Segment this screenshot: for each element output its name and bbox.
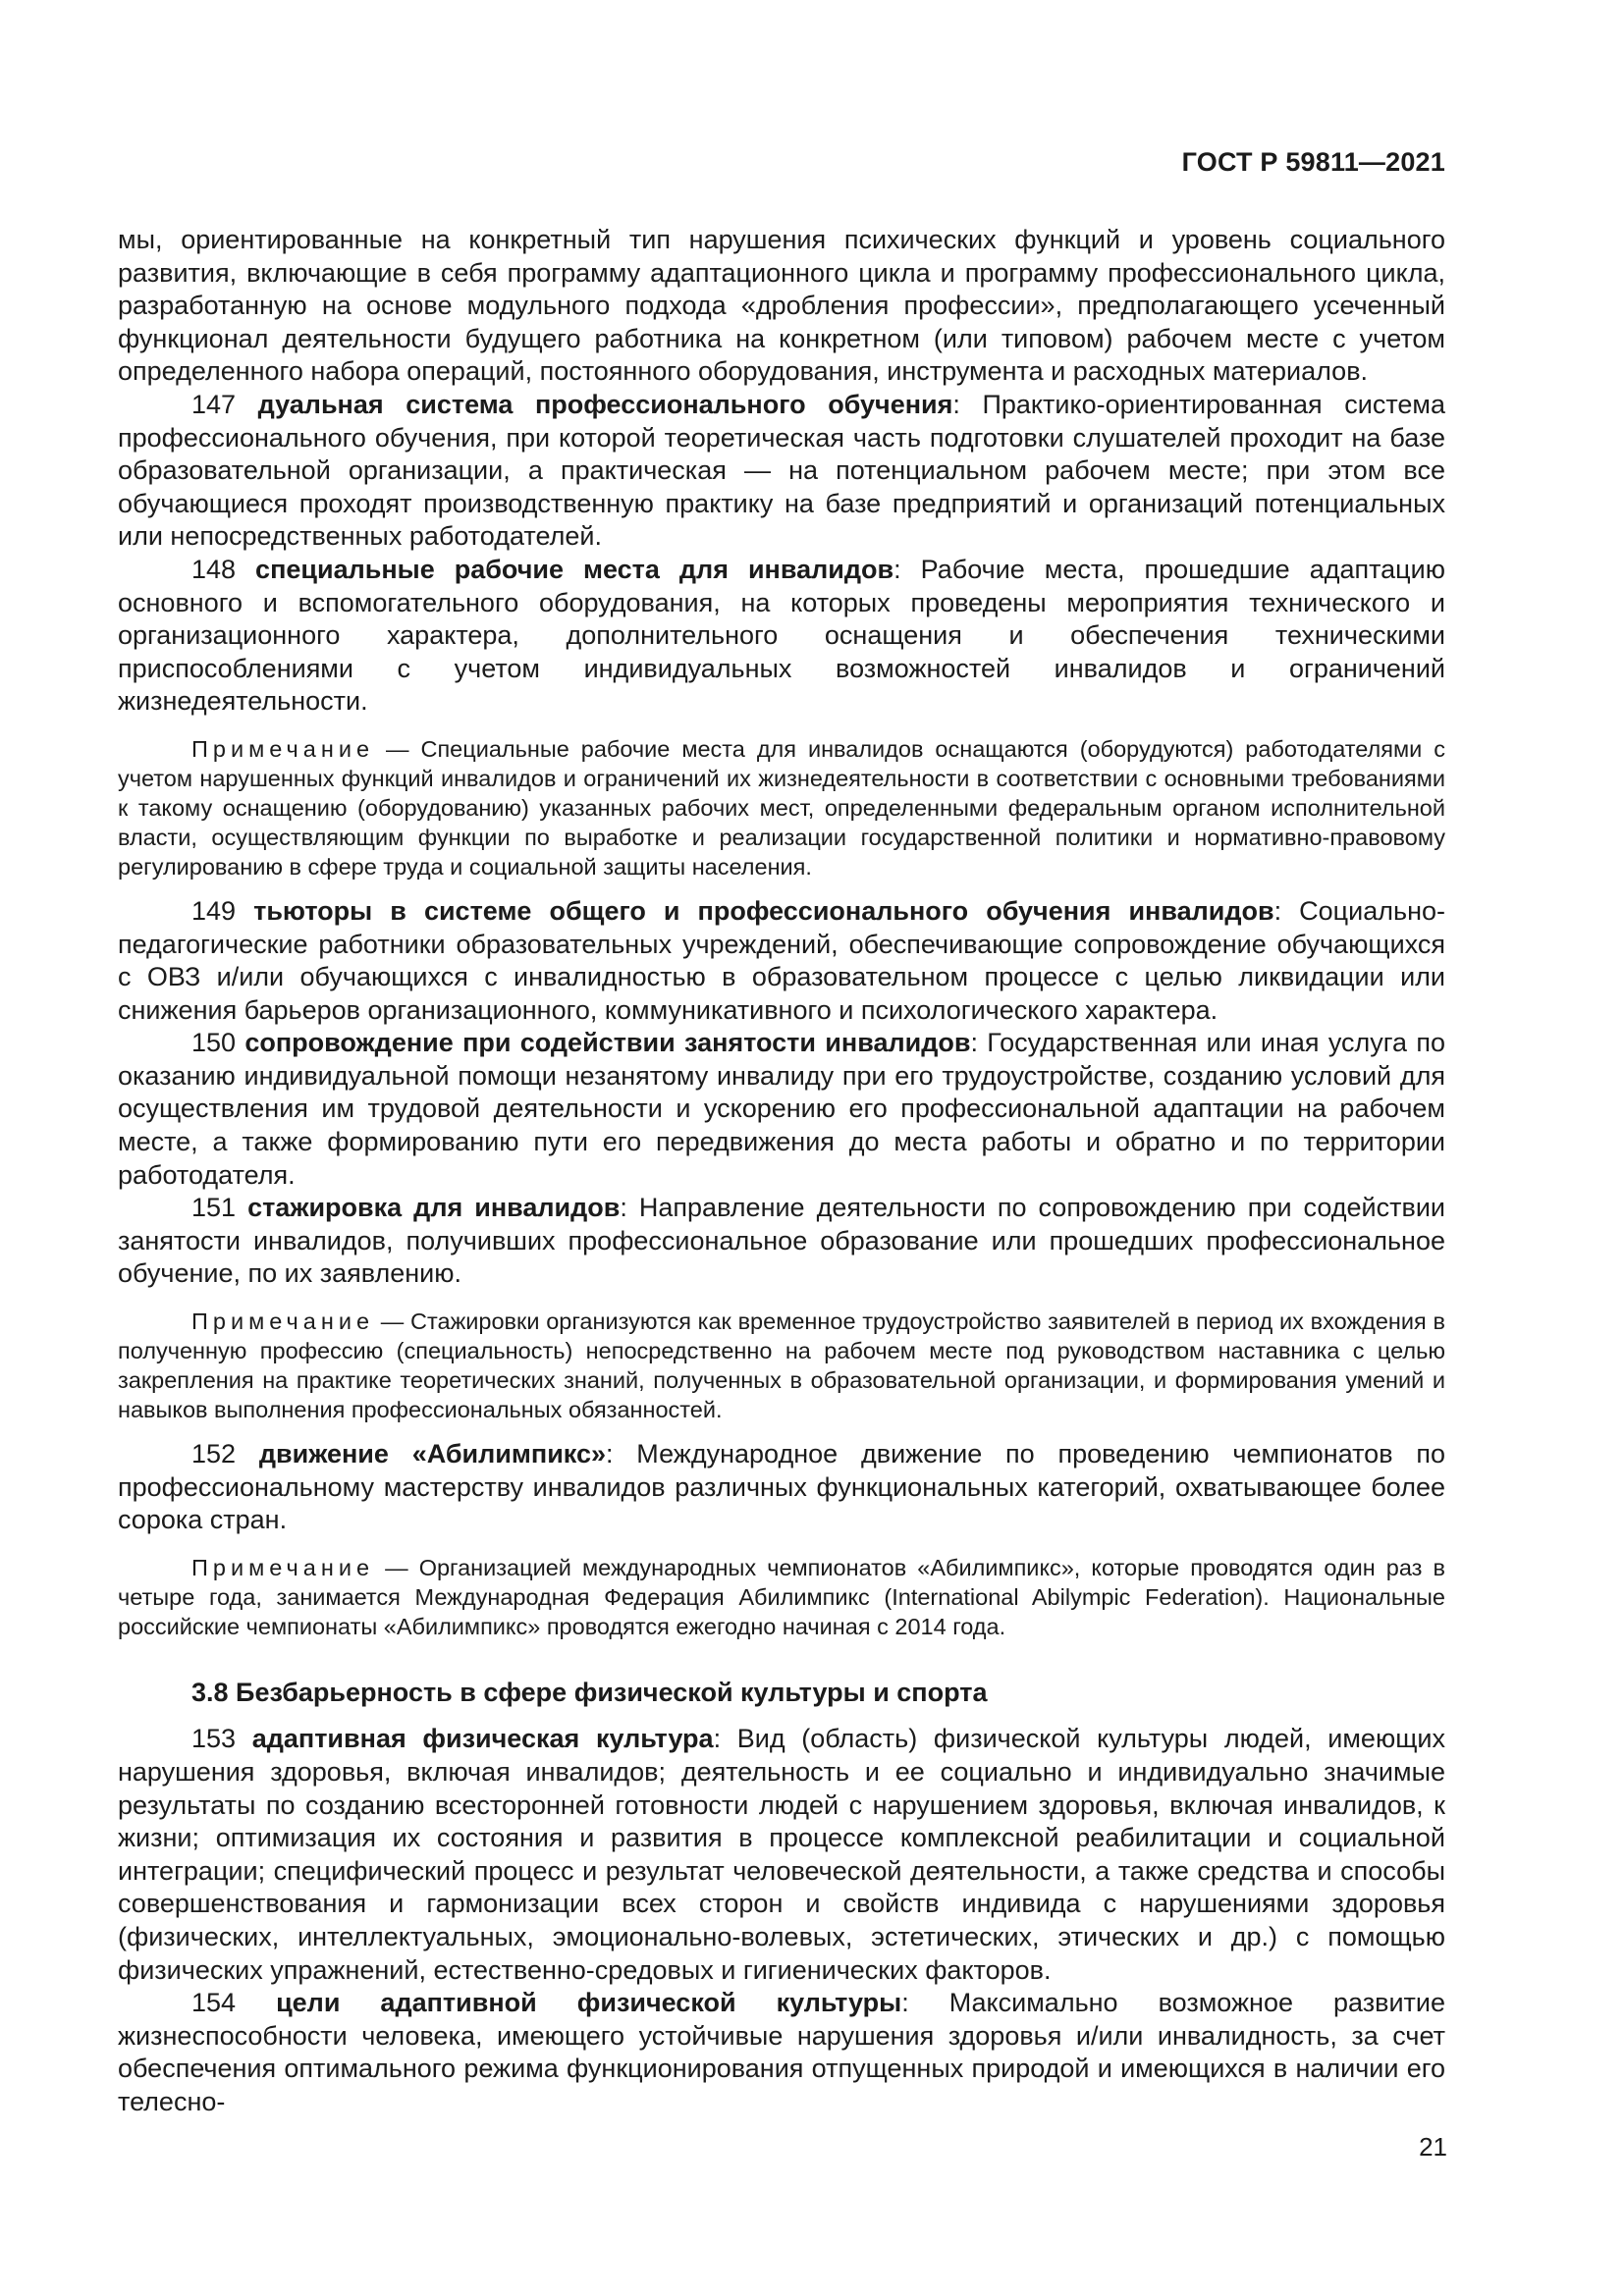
term-title: адаптивная физическая культура <box>251 1724 714 1754</box>
term-148 <box>118 554 1445 719</box>
term-title: стажировка для инвалидов <box>247 1193 621 1223</box>
term-definition: : Международное движение по проведению чемпионатов по профессиональному мастерству инвалидов различных функциональных категорий, охватывающее более сорока стран. <box>118 1439 1445 1535</box>
term-152 <box>118 1438 1445 1537</box>
note-152 <box>118 1553 1445 1641</box>
term-number: 148 <box>191 554 256 584</box>
term-154 <box>118 1987 1445 2118</box>
term-149 <box>118 895 1445 1027</box>
note-text: — Стажировки организуются как временное трудоустройство заявителей в период их вхождения в полученную профессию (специальность) непосредственно на рабочем месте под руководством наставника с целью закрепления на практике теоретических знаний, полученных в образовательной организации, и формирования умений и навыков выполнения профессиональных обязанностей. <box>118 1308 1445 1423</box>
page-number: 21 <box>1419 2132 1447 2162</box>
term-151 <box>118 1192 1445 1291</box>
term-definition: : Социально-педагогические работники образовательных учреждений, обеспечивающие сопровождение обучающихся с ОВЗ и/или обучающихся с инвалидностью в образовательном процессе с целью ликвидации или снижения барьеров организационного, коммуникативного и психологического характера. <box>118 895 1445 1025</box>
term-title: специальные рабочие места для инвалидов <box>255 554 894 584</box>
term-title: движение «Абилимпикс» <box>258 1439 606 1469</box>
document-header: ГОСТ Р 59811—2021 <box>1181 147 1445 177</box>
term-definition: : Практико-ориентированная система профессионального обучения, при которой теоретическая часть подготовки слушателей проходит на базе образовательной организации, а практическая — на потенциальном рабочем месте; при этом все обучающиеся проходят производственную практику на базе предприятий и организаций потенциальных или непосредственных работодателей. <box>118 389 1445 552</box>
term-title: цели адаптивной физической культуры <box>276 1988 902 2018</box>
term-definition: : Максимально возможное развитие жизнеспособности человека, имеющего устойчивые нарушения здоровья и/или инвалидность, за счет обеспечения оптимального режима функционирования отпущенных природой и имеющихся в наличии его телесно- <box>118 1988 1445 2116</box>
section-heading-3-8: 3.8 Безбарьерность в сфере физической культуры и спорта <box>191 1677 988 1707</box>
term-number: 153 <box>191 1724 252 1754</box>
term-number: 149 <box>191 895 254 926</box>
term-definition: : Вид (область) физической культуры людей, имеющих нарушения здоровья, включая инвалидов; деятельность и ее социально и индивидуально значимые результаты по созданию всесторонней готовности людей с нарушением здоровья, включая инвалидов, к жизни; оптимизация их состояния и развития в процессе комплексной реабилитации и социальной интеграции; специфический процесс и результат человеческой деятельности, а также средства и способы совершенствования и гармонизации всех сторон и свойств индивида с нарушениями здоровья (физических, интеллектуальных, эмоционально-волевых, эстетических, этических и др.) с помощью физических упражнений, естественно-средовых и гигиенических факторов. <box>118 1724 1445 1985</box>
term-153 <box>118 1723 1445 1987</box>
note-label: Примечание <box>191 1308 375 1335</box>
term-number: 151 <box>191 1193 248 1223</box>
term-definition: : Направление деятельности по сопровождению при содействии занятости инвалидов, получивших профессиональное образование или прошедших профессиональное обучение, по их заявлению. <box>118 1193 1445 1289</box>
note-151 <box>118 1307 1445 1424</box>
note-text: — Организацией международных чемпионатов «Абилимпикс», которые проводятся один раз в четыре года, занимается Международная Федерация Абилимпикс (International Abilympic Federation). Национальные российские чемпионаты «Абилимпикс» проводятся ежегодно начиная с 2014 года. <box>118 1554 1445 1639</box>
note-text: — Специальные рабочие места для инвалидов оснащаются (оборудуются) работодателями с учетом нарушенных функций инвалидов и ограничений их жизнедеятельности в соответствии с основными требованиями к такому оснащению (оборудованию) указанных рабочих мест, определенными федеральным органом исполнительной власти, осуществляющим функции по выработке и реализации государственной политики и нормативно-правовому регулированию в сфере труда и социальной защиты населения. <box>118 735 1445 880</box>
note-148 <box>118 734 1445 881</box>
term-number: 147 <box>191 389 258 419</box>
term-number: 152 <box>191 1439 259 1469</box>
term-150 <box>118 1027 1445 1192</box>
note-label: Примечание <box>191 735 375 762</box>
term-definition: : Государственная или иная услуга по оказанию индивидуальной помощи незанятому инвалиду при его трудоустройстве, созданию условий для осуществления им трудовой деятельности и ускорению его профессиональной адаптации на рабочем месте, а также формированию пути его передвижения до места работы и обратно и по территории работодателя. <box>118 1028 1445 1190</box>
term-147 <box>118 389 1445 554</box>
term-number: 154 <box>191 1988 277 2018</box>
term-title: сопровождение при содействии занятости инвалидов <box>244 1028 971 1058</box>
term-title: тьюторы в системе общего и профессионального обучения инвалидов <box>253 895 1274 926</box>
term-number: 150 <box>191 1028 245 1058</box>
term-title: дуальная система профессионального обучения <box>257 389 953 419</box>
note-label: Примечание <box>191 1554 375 1580</box>
document-body <box>118 224 1445 2119</box>
paragraph-continuation: мы, ориентированные на конкретный тип нарушения психических функций и уровень социального развития, включающие в себя программу адаптационного цикла и программу профессионального цикла, разработанную на основе модульного подхода «дробления профессии», предполагающего усеченный функционал деятельности будущего работника на конкретном (или типовом) рабочем месте с учетом определенного набора операций, постоянного оборудования, инструмента и расходных материалов. <box>118 225 1445 387</box>
term-definition: : Рабочие места, прошедшие адаптацию основного и вспомогательного оборудования, на которых проведены мероприятия технического и организационного характера, дополнительного оснащения и обеспечения техническими приспособлениями с учетом индивидуальных возможностей инвалидов и ограничений жизнедеятельности. <box>118 554 1445 717</box>
